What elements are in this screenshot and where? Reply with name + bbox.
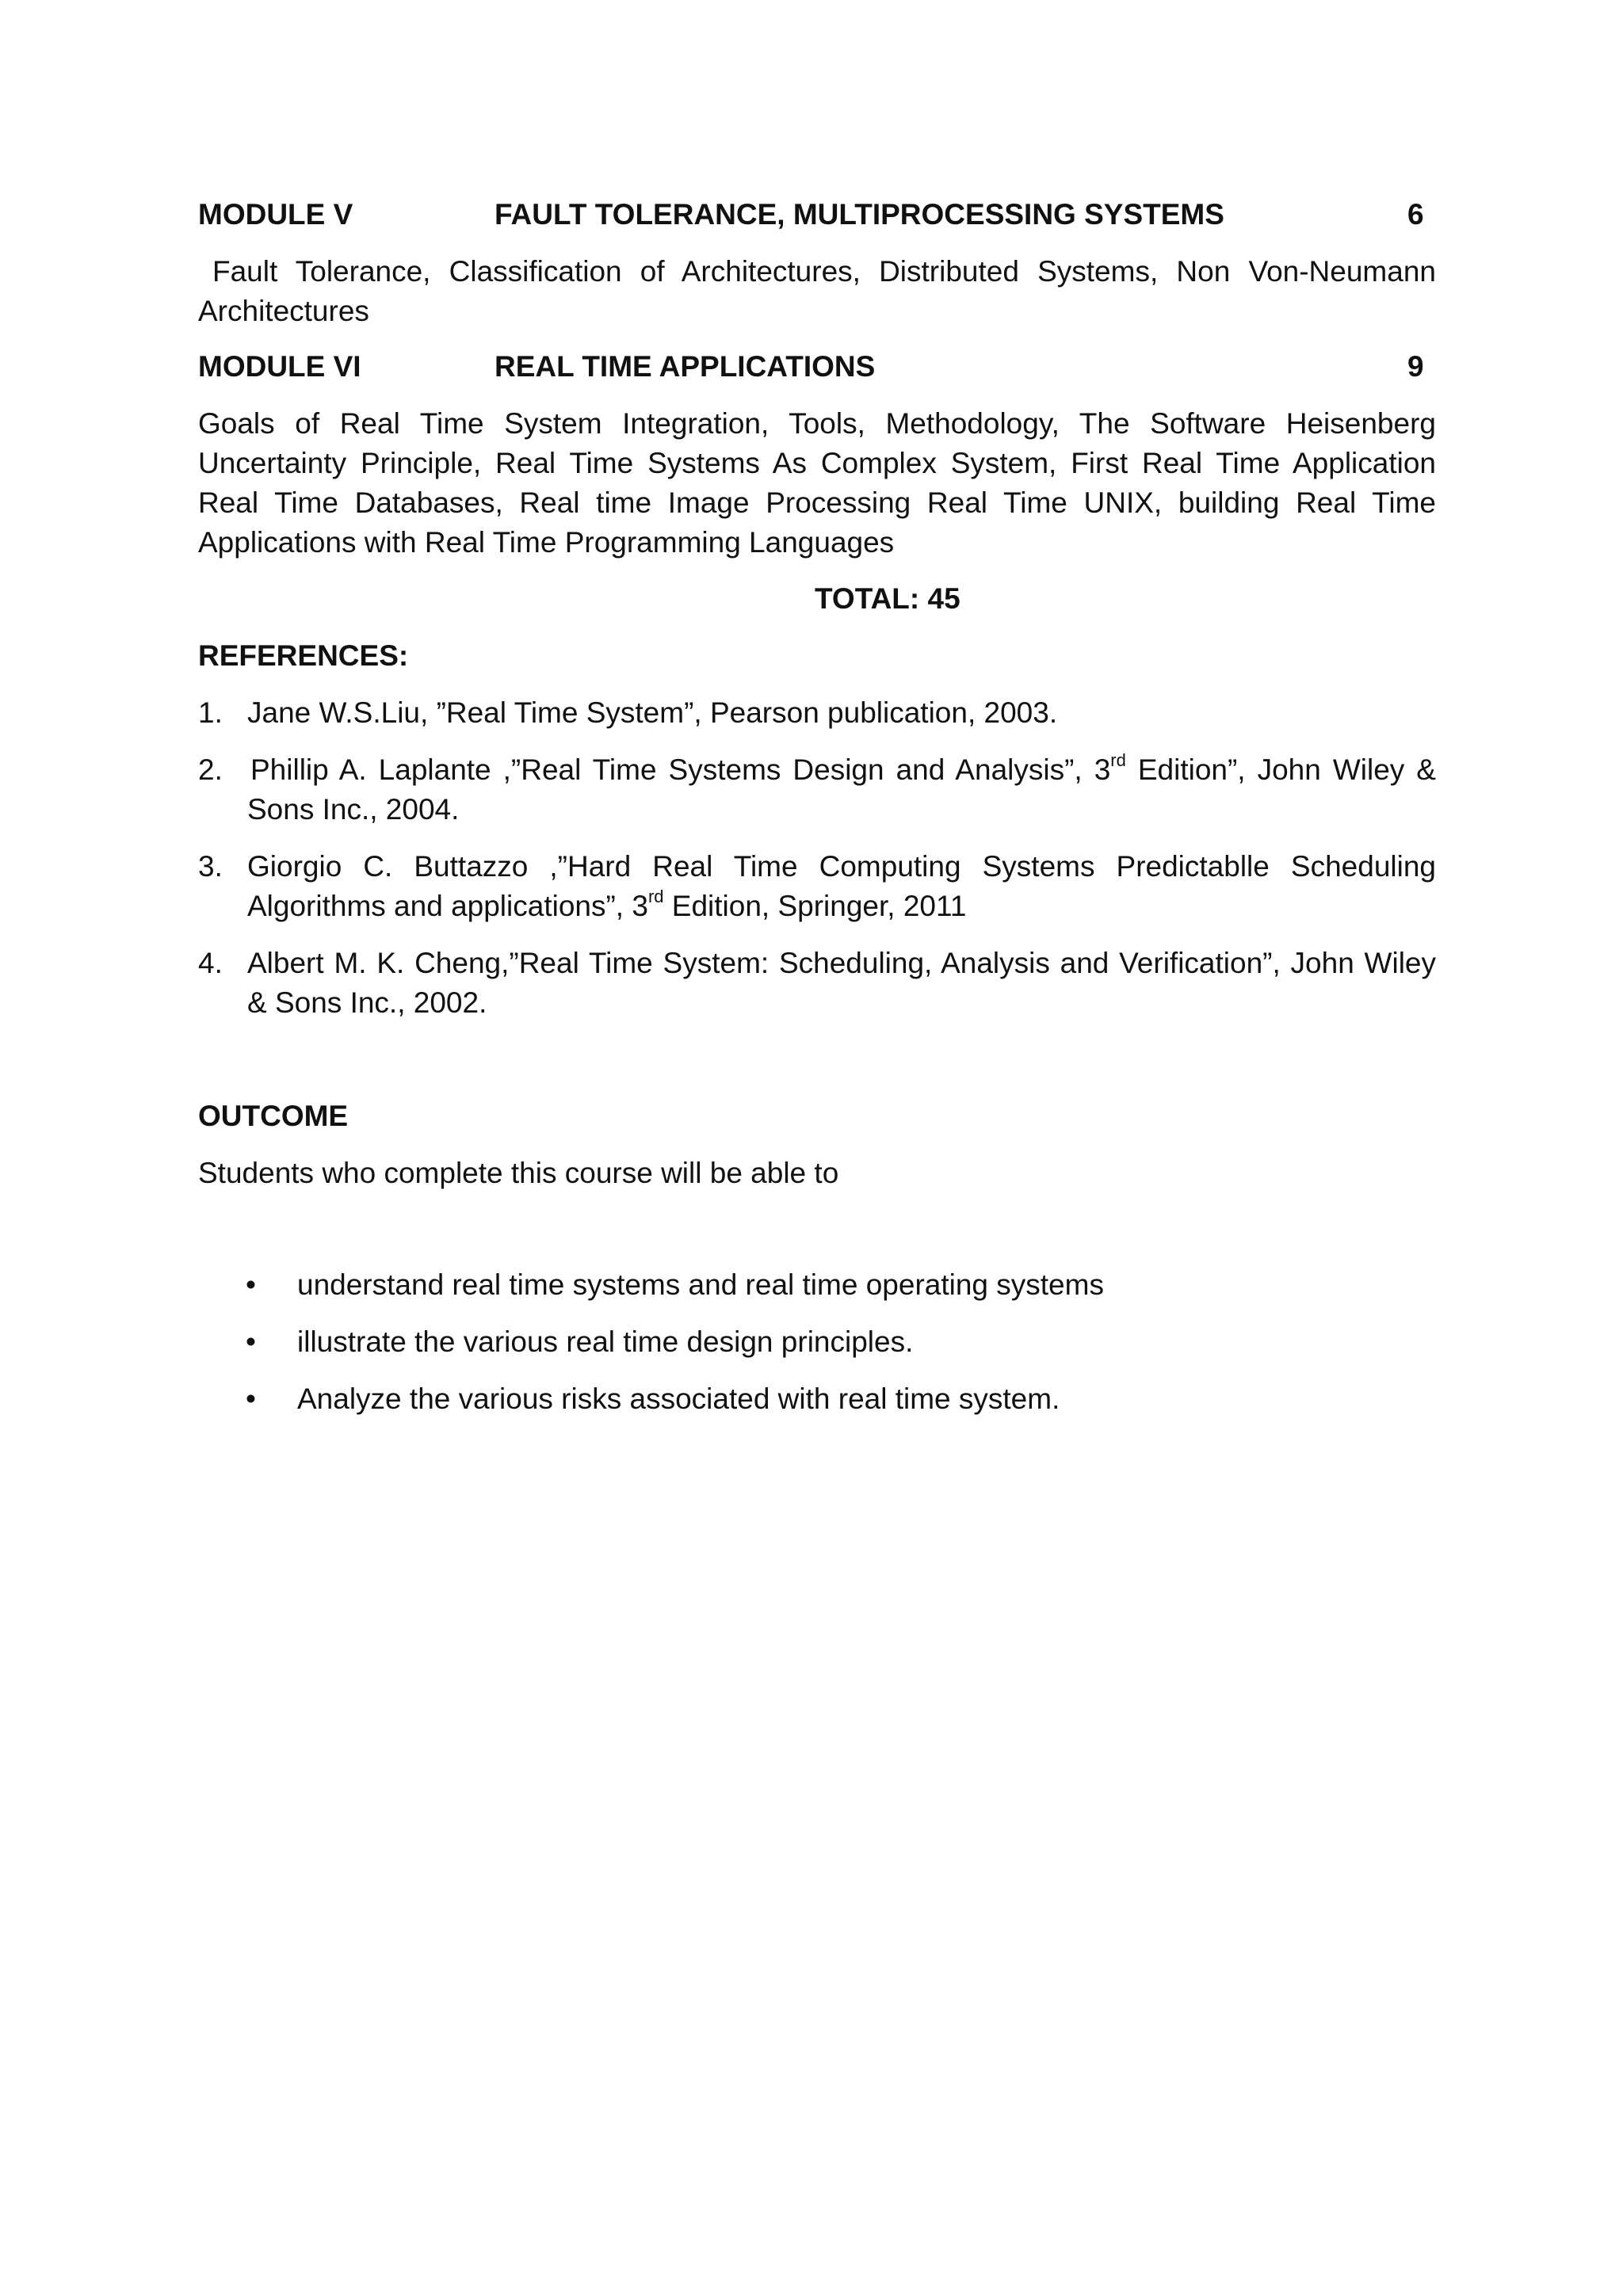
reference-item: Jane W.S.Liu, ”Real Time System”, Pearson publication, 2003. xyxy=(247,696,1058,729)
module-5-body: Fault Tolerance, Classification of Architectures, Distributed Systems, Non Von-Neumann Architectures xyxy=(198,255,1436,327)
total-hours: TOTAL: 45 xyxy=(815,582,960,615)
reference-item: Giorgio C. Buttazzo ,”Hard Real Time Computing Systems Predictablle Scheduling Algorithms and applications”, 3rd Edition, Springer, 2011 xyxy=(247,850,1436,922)
reference-number: 4. xyxy=(198,947,223,979)
outcome-item: illustrate the various real time design principles. xyxy=(297,1325,914,1358)
reference-number: 3. xyxy=(198,850,223,883)
module-6-title: REAL TIME APPLICATIONS xyxy=(495,350,876,383)
module-6-hours: 9 xyxy=(1407,350,1424,383)
bullet-icon: • xyxy=(246,1268,256,1301)
reference-item: Albert M. K. Cheng,”Real Time System: Scheduling, Analysis and Verification”, John Wiley & Sons Inc., 2002. xyxy=(247,947,1436,1019)
reference-item: Phillip A. Laplante ,”Real Time Systems Design and Analysis”, 3rd Edition”, John Wiley & Sons Inc., 2004. xyxy=(247,749,1436,826)
outcome-item: understand real time systems and real time operating systems xyxy=(297,1268,1104,1301)
module-5-label: MODULE V xyxy=(198,198,353,231)
reference-number: 2. xyxy=(198,753,223,786)
outcome-heading: OUTCOME xyxy=(198,1100,349,1132)
references-heading: REFERENCES: xyxy=(198,639,409,672)
module-6-label: MODULE VI xyxy=(198,350,361,383)
module-5-hours: 6 xyxy=(1407,198,1424,231)
module-6-body: Goals of Real Time System Integration, Tools, Methodology, The Software Heisenberg Uncertainty Principle, Real Time Systems As Complex System, First Real Time Application Real Time Databases, Real time Image Processing Real Time UNIX, building Real Time Applications with Real Time Programming Languages xyxy=(198,407,1436,559)
outcome-intro: Students who complete this course will be able to xyxy=(198,1157,839,1189)
reference-number: 1. xyxy=(198,696,223,729)
bullet-icon: • xyxy=(246,1383,256,1415)
bullet-icon: • xyxy=(246,1325,256,1358)
outcome-item: Analyze the various risks associated with real time system. xyxy=(297,1383,1060,1415)
module-5-title: FAULT TOLERANCE, MULTIPROCESSING SYSTEMS xyxy=(495,198,1224,231)
